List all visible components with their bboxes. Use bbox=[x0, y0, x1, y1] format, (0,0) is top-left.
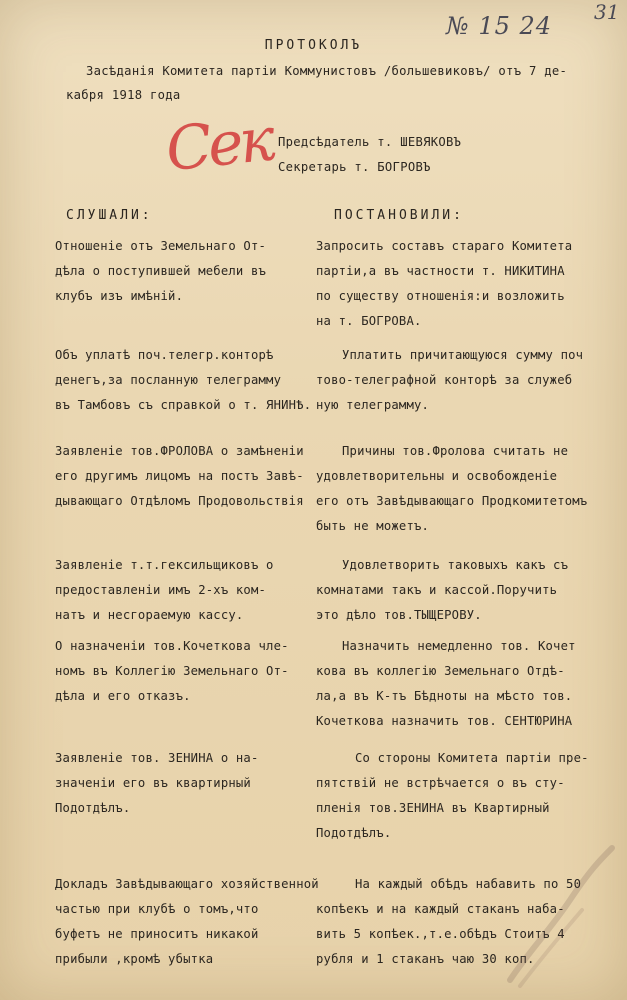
heard-line: денегъ,за посланную телеграмму bbox=[55, 373, 282, 387]
resolved-item-3 bbox=[316, 439, 588, 539]
archive-watermark bbox=[500, 840, 620, 990]
heard-item-1 bbox=[55, 234, 266, 309]
document-title: ПРОТОКОЛЪ bbox=[264, 38, 363, 53]
resolved-line: пленія тов.ЗЕНИНА въ Квартирный bbox=[316, 801, 550, 815]
resolved-item-2 bbox=[316, 343, 584, 418]
heard-line: прибыли ,кромѣ убытка bbox=[55, 952, 214, 966]
resolved-line: комнатами такъ и кассой.Поручить bbox=[316, 583, 558, 597]
heard-line: Заявленіе тов. ЗЕНИНА о на- bbox=[55, 751, 259, 765]
heard-item-2 bbox=[55, 343, 311, 418]
handwritten-number: № 15 24 bbox=[446, 12, 553, 40]
heard-line: О назначеніи тов.Кочеткова чле- bbox=[55, 639, 289, 653]
resolved-line: Со стороны Комитета партіи пре- bbox=[355, 751, 589, 765]
resolved-item-5 bbox=[316, 634, 576, 734]
resolved-line: Назначить немедленно тов. Кочет bbox=[342, 639, 576, 653]
heard-line: дѣла о поступившей мебели въ bbox=[55, 264, 267, 278]
heard-line: значеніи его въ квартирный bbox=[55, 776, 251, 790]
resolved-line: удовлетворительны и освобожденіе bbox=[316, 469, 558, 483]
heard-line: предоставленіи имъ 2-хъ ком- bbox=[55, 583, 267, 597]
heard-line: номъ въ Коллегію Земельнаго От- bbox=[55, 664, 289, 678]
heard-line: въ Тамбовъ съ справкой о т. ЯНИНѢ. bbox=[55, 398, 312, 412]
resolved-line: ную телеграмму. bbox=[316, 398, 430, 412]
heard-item-6 bbox=[55, 746, 259, 821]
heard-item-5 bbox=[55, 634, 289, 709]
heard-item-3 bbox=[55, 439, 304, 514]
heard-line: буфетъ не приноситъ никакой bbox=[55, 927, 259, 941]
resolved-line: пятствій не встрѣчается о въ сту- bbox=[316, 776, 565, 790]
resolved-line: Подотдѣлъ. bbox=[316, 826, 392, 840]
heard-line: частью при клубѣ о томъ,что bbox=[55, 902, 259, 916]
heard-line: Отношеніе отъ Земельнаго От- bbox=[55, 239, 267, 253]
resolved-line: это дѣло тов.ТЫЩЕРОВУ. bbox=[316, 608, 482, 622]
resolved-line: кова въ коллегію Земельнаго Отдѣ- bbox=[316, 664, 565, 678]
resolved-item-1 bbox=[316, 234, 572, 334]
resolved-line: На каждый обѣдъ набавить по 50 bbox=[355, 877, 582, 891]
heard-line: Заявленіе т.т.гексильщиковъ о bbox=[55, 558, 274, 572]
resolved-line: Уплатить причитающуюся сумму поч bbox=[342, 348, 584, 362]
secretary-line: Секретарь т. БОГРОВЪ bbox=[278, 160, 431, 174]
resolved-line: партіи,а въ частности т. НИКИТИНА bbox=[316, 264, 565, 278]
heard-item-7 bbox=[55, 872, 319, 972]
document-subtitle-line1: Засѣданія Комитета партіи Коммунистовъ /большевиковъ/ отъ 7 де- bbox=[86, 64, 568, 78]
red-pencil-mark: Сек bbox=[162, 104, 275, 186]
heard-line: дѣла и его отказъ. bbox=[55, 689, 191, 703]
page-number: 31 bbox=[594, 0, 620, 24]
heard-line: его другимъ лицомъ на постъ Завѣ- bbox=[55, 469, 304, 483]
resolved-line: Кочеткова назначить тов. СЕНТЮРИНА bbox=[316, 714, 573, 728]
heard-line: Подотдѣлъ. bbox=[55, 801, 131, 815]
heard-line: натъ и несгораемую кассу. bbox=[55, 608, 244, 622]
resolved-item-4 bbox=[316, 553, 569, 628]
resolved-line: Запросить составъ стараго Комитета bbox=[316, 239, 573, 253]
heard-heading: СЛУШАЛИ: bbox=[66, 208, 153, 223]
heard-line: дывающаго Отдѣломъ Продовольствія bbox=[55, 494, 304, 508]
resolved-line: на т. БОГРОВА. bbox=[316, 314, 422, 328]
heard-item-4 bbox=[55, 553, 274, 628]
resolved-line: копѣекъ и на каждый стаканъ наба- bbox=[316, 902, 565, 916]
resolved-line: тово-телеграфной конторѣ за служеб bbox=[316, 373, 573, 387]
resolved-item-6 bbox=[316, 746, 589, 846]
document-subtitle-line2: кабря 1918 года bbox=[66, 88, 181, 102]
heard-line: Объ уплатѣ поч.телегр.конторѣ bbox=[55, 348, 274, 362]
resolved-line: ла,а въ К-тъ Бѣдноты на мѣсто тов. bbox=[316, 689, 573, 703]
resolved-line: Причины тов.Фролова считать не bbox=[342, 444, 569, 458]
heard-line: Докладъ Завѣдывающаго хозяйственной bbox=[55, 877, 319, 891]
resolved-line: Удовлетворить таковыхъ какъ съ bbox=[342, 558, 569, 572]
resolved-line: быть не можетъ. bbox=[316, 519, 430, 533]
resolved-line: рубля и 1 стаканъ чаю 30 коп. bbox=[316, 952, 535, 966]
heard-line: клубъ изъ имѣній. bbox=[55, 289, 184, 303]
resolved-line: вить 5 копѣек.,т.е.обѣдъ Стоитъ 4 bbox=[316, 927, 565, 941]
resolved-line: по существу отношенія:и возложить bbox=[316, 289, 565, 303]
heard-line: Заявленіе тов.ФРОЛОВА о замѣненіи bbox=[55, 444, 304, 458]
resolved-line: его отъ Завѣдывающаго Продкомитетомъ bbox=[316, 494, 588, 508]
chairman-line: Предсѣдатель т. ШЕВЯКОВЪ bbox=[278, 135, 462, 149]
resolved-heading: ПОСТАНОВИЛИ: bbox=[334, 208, 464, 223]
